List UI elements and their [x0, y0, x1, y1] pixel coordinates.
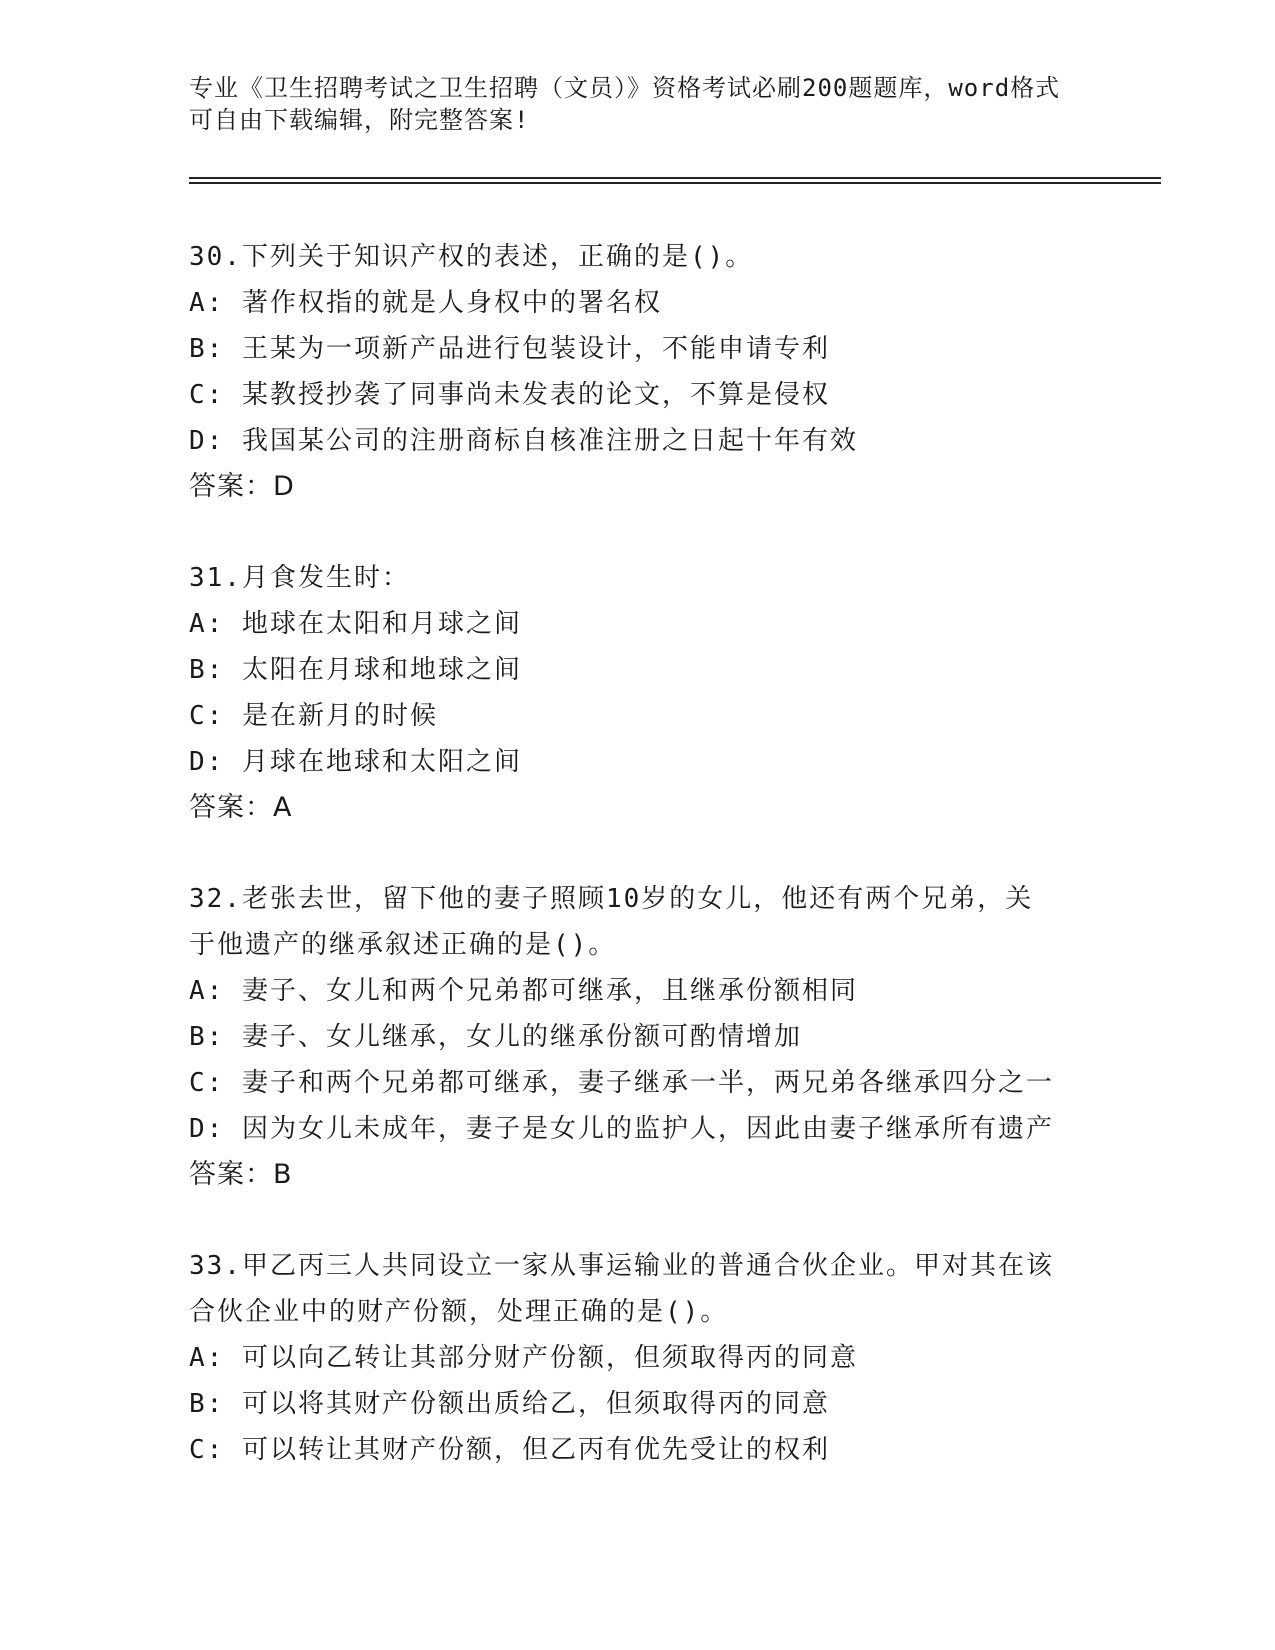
option-b: B: 王某为一项新产品进行包装设计，不能申请专利	[189, 334, 830, 364]
question-stem-continued: 合伙企业中的财产份额，处理正确的是()。	[189, 1297, 729, 1327]
question-33	[189, 1243, 1089, 1473]
header-title-line-1: 专业《卫生招聘考试之卫生招聘（文员）》资格考试必刷200题题库，word格式	[189, 74, 1061, 102]
option-a: A: 妻子、女儿和两个兄弟都可继承，且继承份额相同	[189, 976, 858, 1006]
option-d: D: 因为女儿未成年，妻子是女儿的监护人，因此由妻子继承所有遗产	[189, 1114, 1054, 1144]
option-c: C: 可以转让其财产份额，但乙丙有优先受让的权利	[189, 1435, 830, 1465]
answer-line: 答案：D	[189, 471, 295, 502]
question-stem-continued: 于他遗产的继承叙述正确的是()。	[189, 930, 617, 960]
option-b: B: 可以将其财产份额出质给乙，但须取得丙的同意	[189, 1389, 830, 1419]
question-32	[189, 876, 1089, 1198]
option-a: A: 著作权指的就是人身权中的署名权	[189, 288, 662, 318]
question-stem: 33.甲乙丙三人共同设立一家从事运输业的普通合伙企业。甲对其在该	[189, 1251, 1054, 1281]
header-divider-top	[189, 177, 1161, 179]
option-a: A: 地球在太阳和月球之间	[189, 609, 522, 639]
option-b: B: 妻子、女儿继承，女儿的继承份额可酌情增加	[189, 1022, 802, 1052]
question-stem: 32.老张去世，留下他的妻子照顾10岁的女儿，他还有两个兄弟，关	[189, 884, 1034, 914]
option-a: A: 可以向乙转让其部分财产份额，但须取得丙的同意	[189, 1343, 858, 1373]
header-divider-bottom	[189, 182, 1161, 184]
answer-line: 答案：A	[189, 792, 293, 823]
answer-line: 答案：B	[189, 1159, 293, 1190]
option-c: C: 妻子和两个兄弟都可继承，妻子继承一半，两兄弟各继承四分之一	[189, 1068, 1054, 1098]
document-header	[189, 72, 1089, 136]
option-c: C: 某教授抄袭了同事尚未发表的论文，不算是侵权	[189, 380, 830, 410]
option-d: D: 月球在地球和太阳之间	[189, 747, 522, 777]
question-31	[189, 555, 1089, 831]
question-stem: 30.下列关于知识产权的表述，正确的是()。	[189, 242, 754, 272]
question-30	[189, 234, 1089, 510]
option-b: B: 太阳在月球和地球之间	[189, 655, 522, 685]
option-d: D: 我国某公司的注册商标自核准注册之日起十年有效	[189, 426, 858, 456]
question-stem: 31.月食发生时：	[189, 563, 410, 593]
option-c: C: 是在新月的时候	[189, 701, 438, 731]
header-title-line-2: 可自由下载编辑，附完整答案!	[189, 106, 530, 134]
